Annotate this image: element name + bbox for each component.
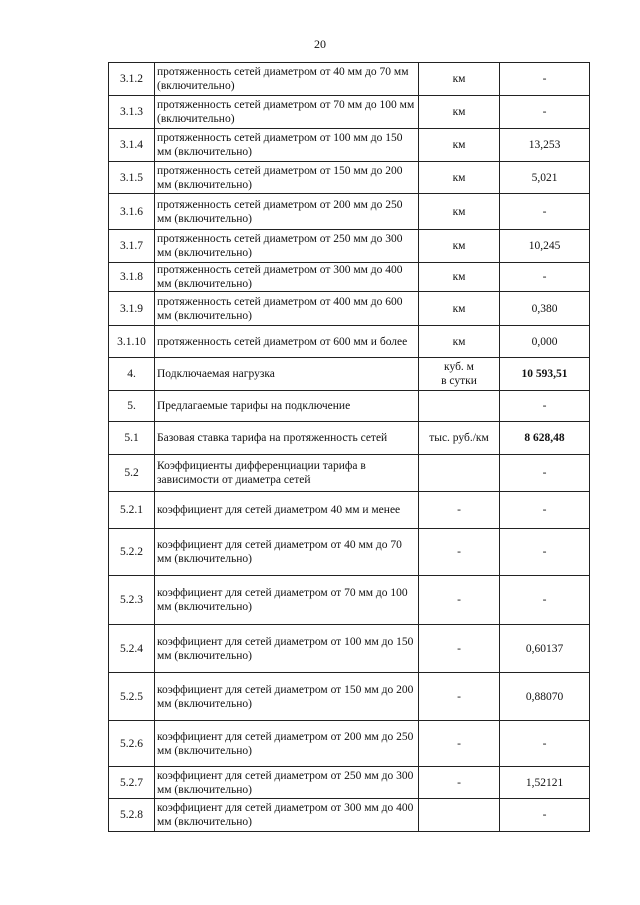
table-row xyxy=(109,358,590,391)
row-value: - xyxy=(500,492,590,529)
table-row xyxy=(109,63,590,96)
row-value: 10,245 xyxy=(500,230,590,263)
row-description: коэффициент для сетей диаметром 40 мм и менее xyxy=(155,492,419,529)
table-row xyxy=(109,326,590,358)
row-unit: - xyxy=(419,673,500,721)
table-row xyxy=(109,391,590,422)
row-value: - xyxy=(500,799,590,832)
table-row xyxy=(109,230,590,263)
row-value: - xyxy=(500,194,590,230)
row-number: 3.1.9 xyxy=(109,292,155,326)
row-unit: км xyxy=(419,230,500,263)
table-row xyxy=(109,96,590,129)
row-number: 5.2.6 xyxy=(109,721,155,767)
row-unit: км xyxy=(419,194,500,230)
row-unit: - xyxy=(419,529,500,576)
row-number: 5.2 xyxy=(109,455,155,492)
table-row xyxy=(109,576,590,625)
row-description: Коэффициенты дифференциации тарифа в зависимости от диаметра сетей xyxy=(155,455,419,492)
row-description: коэффициент для сетей диаметром от 70 мм до 100 мм (включительно) xyxy=(155,576,419,625)
row-unit: км xyxy=(419,326,500,358)
row-value: 5,021 xyxy=(500,162,590,194)
row-value: - xyxy=(500,455,590,492)
table-row xyxy=(109,162,590,194)
table-row xyxy=(109,129,590,162)
row-number: 5.1 xyxy=(109,422,155,455)
row-value: - xyxy=(500,721,590,767)
row-description: протяженность сетей диаметром от 200 мм до 250 мм (включительно) xyxy=(155,194,419,230)
row-description: протяженность сетей диаметром от 400 мм до 600 мм (включительно) xyxy=(155,292,419,326)
row-number: 3.1.7 xyxy=(109,230,155,263)
row-value: - xyxy=(500,576,590,625)
row-description: протяженность сетей диаметром от 150 мм до 200 мм (включительно) xyxy=(155,162,419,194)
row-unit: км xyxy=(419,129,500,162)
row-unit: км xyxy=(419,263,500,292)
row-unit: куб. м в сутки xyxy=(419,358,500,391)
row-unit: км xyxy=(419,292,500,326)
row-description: протяженность сетей диаметром от 600 мм и более xyxy=(155,326,419,358)
row-description: Подключаемая нагрузка xyxy=(155,358,419,391)
row-description: протяженность сетей диаметром от 100 мм до 150 мм (включительно) xyxy=(155,129,419,162)
row-number: 3.1.6 xyxy=(109,194,155,230)
row-unit: км xyxy=(419,162,500,194)
row-description: коэффициент для сетей диаметром от 300 мм до 400 мм (включительно) xyxy=(155,799,419,832)
row-number: 4. xyxy=(109,358,155,391)
row-value: 0,60137 xyxy=(500,625,590,673)
page-number: 20 xyxy=(314,37,326,51)
table-row xyxy=(109,625,590,673)
row-number: 3.1.2 xyxy=(109,63,155,96)
table-row xyxy=(109,263,590,292)
row-number: 3.1.4 xyxy=(109,129,155,162)
row-description: коэффициент для сетей диаметром от 100 мм до 150 мм (включительно) xyxy=(155,625,419,673)
row-description: Базовая ставка тарифа на протяженность сетей xyxy=(155,422,419,455)
table-row xyxy=(109,767,590,799)
row-description: коэффициент для сетей диаметром от 40 мм до 70 мм (включительно) xyxy=(155,529,419,576)
table-row xyxy=(109,194,590,230)
row-unit: км xyxy=(419,96,500,129)
table-row xyxy=(109,673,590,721)
table-row xyxy=(109,799,590,832)
row-number: 3.1.5 xyxy=(109,162,155,194)
row-number: 5.2.2 xyxy=(109,529,155,576)
row-number: 5.2.8 xyxy=(109,799,155,832)
row-value: 1,52121 xyxy=(500,767,590,799)
row-unit xyxy=(419,455,500,492)
row-number: 3.1.10 xyxy=(109,326,155,358)
row-value: 8 628,48 xyxy=(500,422,590,455)
tariff-table xyxy=(108,62,590,832)
row-description: протяженность сетей диаметром от 70 мм до 100 мм (включительно) xyxy=(155,96,419,129)
row-value: - xyxy=(500,263,590,292)
row-value: - xyxy=(500,96,590,129)
row-value: - xyxy=(500,529,590,576)
row-number: 5.2.5 xyxy=(109,673,155,721)
row-description: коэффициент для сетей диаметром от 200 мм до 250 мм (включительно) xyxy=(155,721,419,767)
row-value: 0,380 xyxy=(500,292,590,326)
table-row xyxy=(109,721,590,767)
row-value: 13,253 xyxy=(500,129,590,162)
table-row xyxy=(109,529,590,576)
row-unit: - xyxy=(419,721,500,767)
table-body xyxy=(109,63,590,832)
row-value: - xyxy=(500,391,590,422)
row-unit: - xyxy=(419,576,500,625)
row-value: - xyxy=(500,63,590,96)
row-description: протяженность сетей диаметром от 300 мм до 400 мм (включительно) xyxy=(155,263,419,292)
row-unit: - xyxy=(419,625,500,673)
row-unit: км xyxy=(419,63,500,96)
row-description: Предлагаемые тарифы на подключение xyxy=(155,391,419,422)
table-row xyxy=(109,422,590,455)
row-number: 5.2.1 xyxy=(109,492,155,529)
row-description: коэффициент для сетей диаметром от 150 мм до 200 мм (включительно) xyxy=(155,673,419,721)
table-row xyxy=(109,292,590,326)
row-unit xyxy=(419,391,500,422)
row-value: 0,88070 xyxy=(500,673,590,721)
row-unit: - xyxy=(419,767,500,799)
row-description: коэффициент для сетей диаметром от 250 мм до 300 мм (включительно) xyxy=(155,767,419,799)
row-number: 5.2.3 xyxy=(109,576,155,625)
row-description: протяженность сетей диаметром от 40 мм до 70 мм (включительно) xyxy=(155,63,419,96)
row-unit xyxy=(419,799,500,832)
row-number: 5.2.4 xyxy=(109,625,155,673)
row-unit: тыс. руб./км xyxy=(419,422,500,455)
row-number: 5. xyxy=(109,391,155,422)
table-row xyxy=(109,492,590,529)
row-value: 10 593,51 xyxy=(500,358,590,391)
row-number: 5.2.7 xyxy=(109,767,155,799)
row-number: 3.1.3 xyxy=(109,96,155,129)
table-row xyxy=(109,455,590,492)
row-unit: - xyxy=(419,492,500,529)
row-number: 3.1.8 xyxy=(109,263,155,292)
row-description: протяженность сетей диаметром от 250 мм до 300 мм (включительно) xyxy=(155,230,419,263)
row-value: 0,000 xyxy=(500,326,590,358)
